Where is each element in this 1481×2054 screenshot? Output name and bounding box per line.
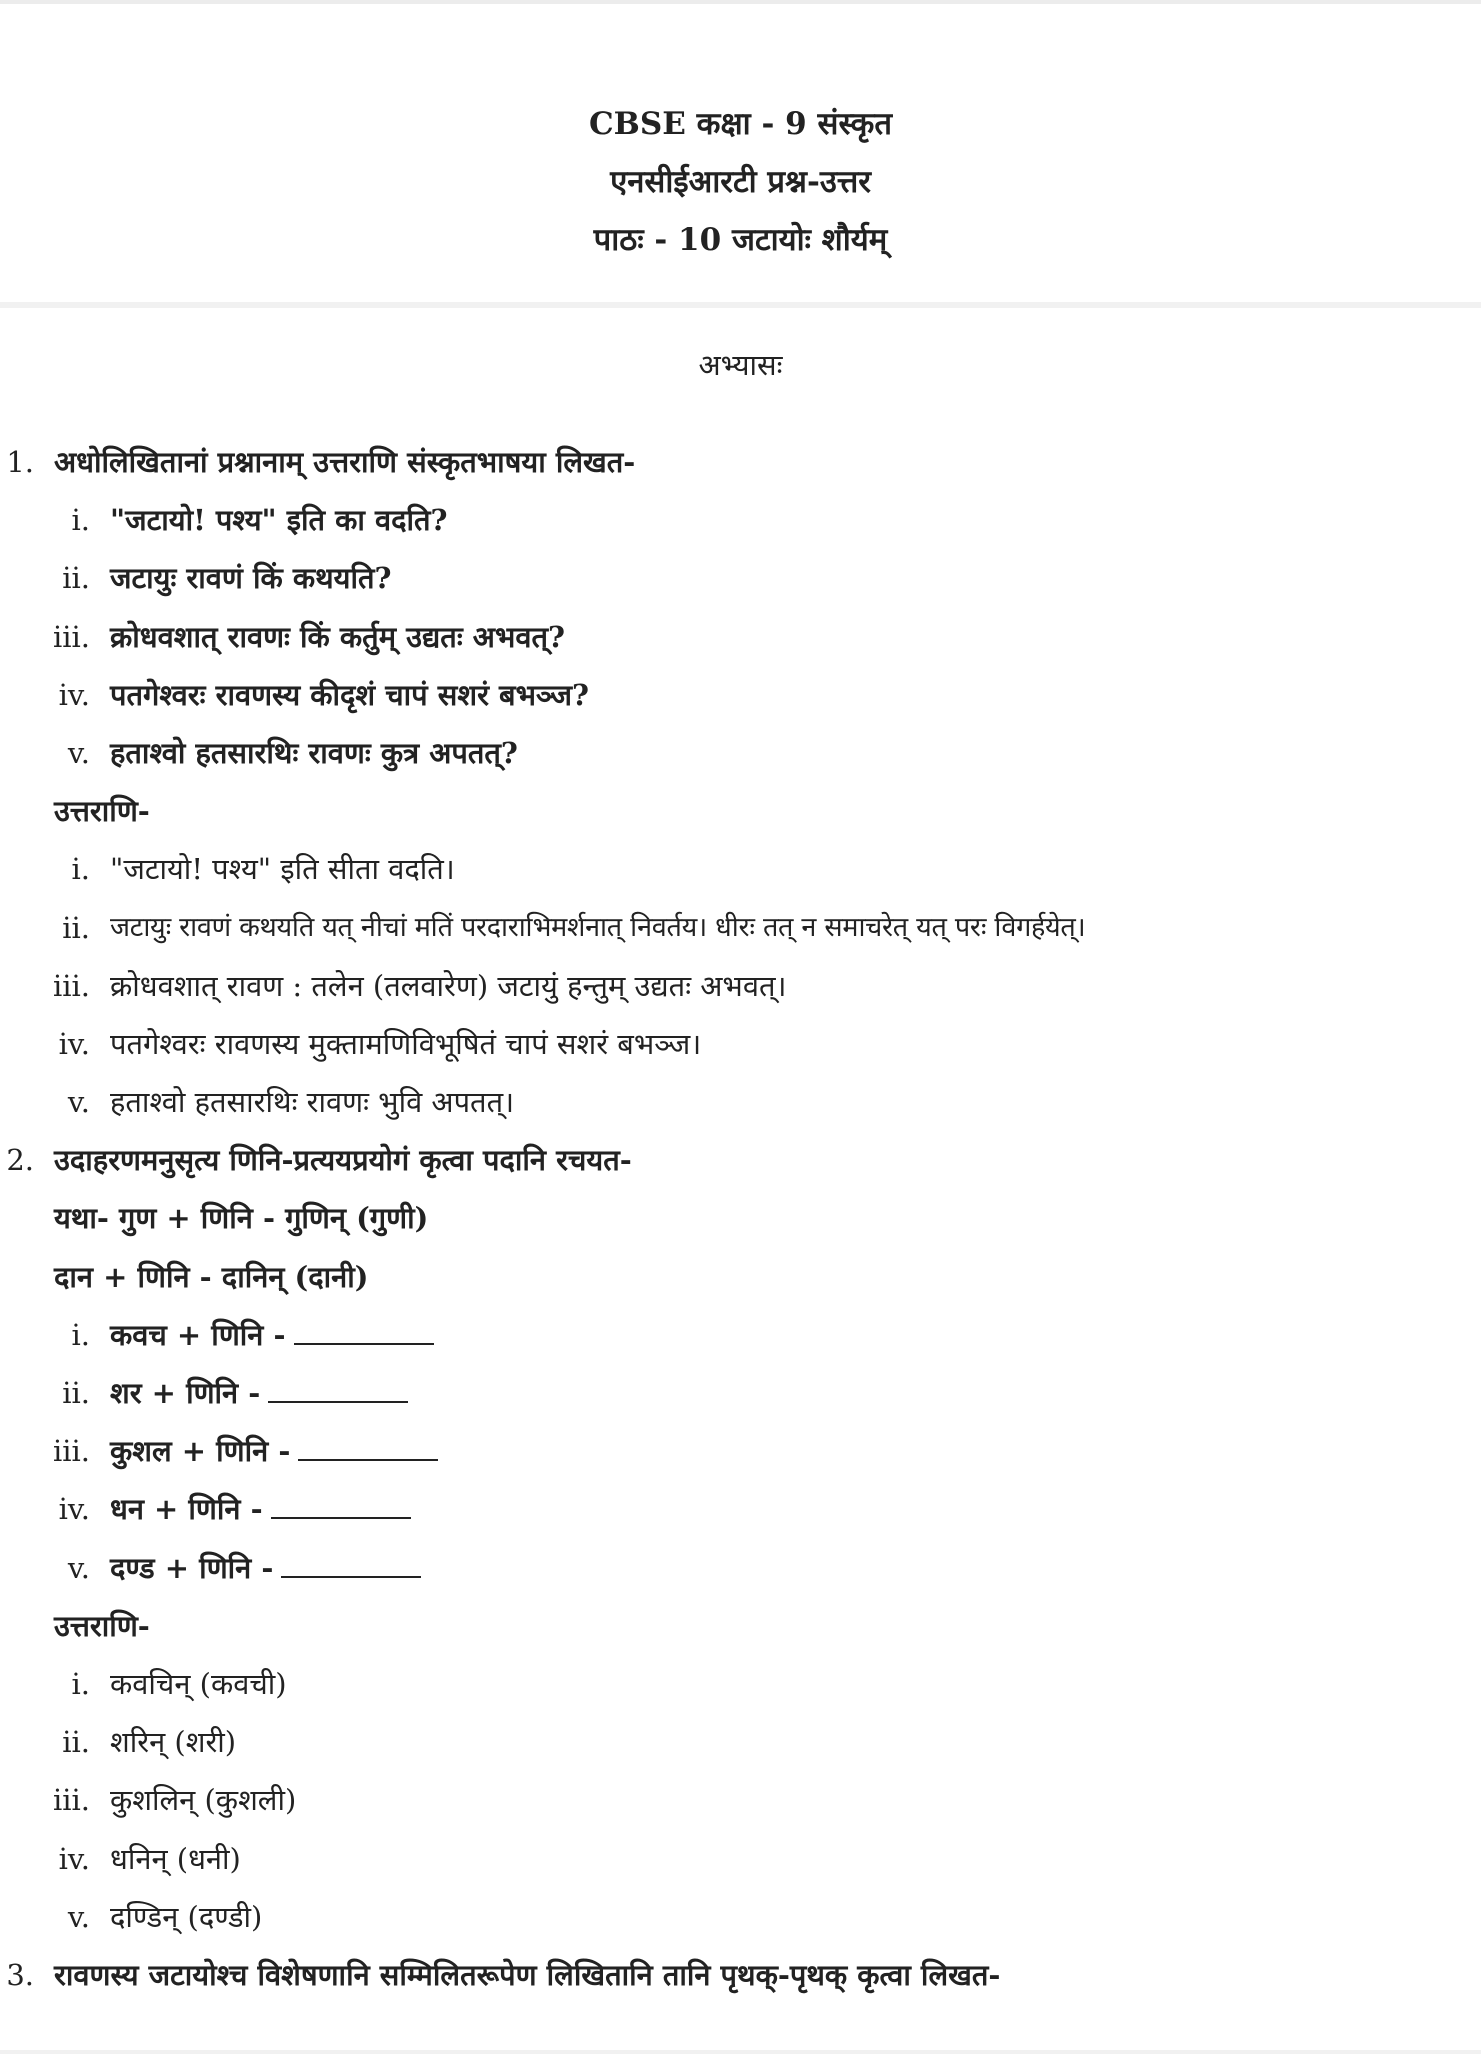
- question-text: अधोलिखितानां प्रश्नानाम् उत्तराणि संस्कृतभाषया लिखत-: [54, 445, 636, 479]
- q1-sub-1: i. "जटायो! पश्य" इति का वदति?: [71, 503, 448, 538]
- q1-answers-label: उत्तराणि-: [54, 794, 150, 829]
- bottom-border: [0, 2050, 1481, 2054]
- q2-example-1: यथा- गुण + णिनि - गुणिन् (गुणी): [54, 1201, 429, 1236]
- top-border: [0, 0, 1481, 4]
- q2-answer-2: ii. शरिन् (शरी): [62, 1725, 237, 1760]
- question-3: [0, 1946, 1481, 2004]
- header-divider: [0, 302, 1481, 308]
- answer-blank: [281, 1546, 421, 1578]
- q2-example-2: दान + णिनि - दानिन् (दानी): [54, 1259, 369, 1294]
- answer-blank: [294, 1313, 434, 1345]
- q2-sub-2: ii. शर + णिनि -: [0, 1364, 1481, 1422]
- answer-blank: [268, 1371, 408, 1403]
- q2-answer-1: i. कवचिन् (कवची): [71, 1666, 287, 1701]
- answer-blank: [298, 1429, 438, 1461]
- q2-sub-1: i. कवच + णिनि -: [0, 1306, 1481, 1364]
- document-title: CBSE कक्षा - 9 संस्कृत: [588, 106, 893, 142]
- question-2: [0, 1131, 1481, 1189]
- question-1: [0, 433, 1481, 491]
- question-number: 3.: [6, 1957, 34, 1992]
- lesson-title: पाठः - 10 जटायोः शौर्यम्: [593, 222, 888, 258]
- q1-sub-3: iii. क्रोधवशात् रावणः किं कर्तुम् उद्यतः अभवत्?: [52, 619, 565, 654]
- q1-answer-5: v. हताश्वो हतसारथिः रावणः भुवि अपतत्।: [67, 1085, 515, 1120]
- q1-answer-2: ii. जटायुः रावणं कथयति यत् नीचां मतिं परदाराभिमर्शनात् निवर्तय। धीरः तत् न समाचरेत् यत् परः विगर्हयेत्।: [62, 910, 1086, 945]
- q1-sub-4: iv. पतगेश्वरः रावणस्य कीदृशं चापं सशरं बभञ्ज?: [58, 677, 589, 712]
- q2-answer-5: v. दण्डिन् (दण्डी): [67, 1899, 263, 1934]
- q1-answer-1: i. "जटायो! पश्य" इति सीता वदति।: [71, 852, 455, 887]
- document-header: [0, 95, 1481, 269]
- question-number: 2.: [6, 1143, 34, 1178]
- q2-answer-3: iii. कुशलिन् (कुशली): [52, 1783, 297, 1818]
- section-title: अभ्यासः: [698, 348, 783, 382]
- answer-blank: [271, 1487, 411, 1519]
- q2-answer-4: iv. धनिन् (धनी): [58, 1841, 241, 1876]
- exercise-content: [0, 433, 1481, 2004]
- question-number: 1.: [6, 445, 34, 479]
- q2-sub-5: v. दण्ड + णिनि -: [0, 1539, 1481, 1597]
- q1-sub-5: v. हताश्वो हतसारथिः रावणः कुत्र अपतत्?: [67, 735, 518, 770]
- q2-sub-4: iv. धन + णिनि -: [0, 1480, 1481, 1538]
- question-text: उदाहरणमनुसृत्य णिनि-प्रत्ययप्रयोगं कृत्वा पदानि रचयत-: [54, 1143, 632, 1178]
- q1-sub-2: ii. जटायुः रावणं किं कथयति?: [62, 561, 392, 596]
- q2-answers-label: उत्तराणि-: [54, 1608, 150, 1643]
- question-text: रावणस्य जटायोश्च विशेषणानि सम्मिलितरूपेण लिखितानि तानि पृथक्-पृथक् कृत्वा लिखत-: [54, 1957, 1001, 1992]
- q1-answer-3: iii. क्रोधवशात् रावण : तलेन (तलवारेण) जटायुं हन्तुम् उद्यतः अभवत्।: [52, 968, 787, 1003]
- document-subtitle: एनसीईआरटी प्रश्न-उत्तर: [610, 164, 871, 200]
- q1-answer-4: iv. पतगेश्वरः रावणस्य मुक्तामणिविभूषितं चापं सशरं बभञ्ज।: [58, 1026, 702, 1061]
- q2-sub-3: iii. कुशल + णिनि -: [0, 1422, 1481, 1480]
